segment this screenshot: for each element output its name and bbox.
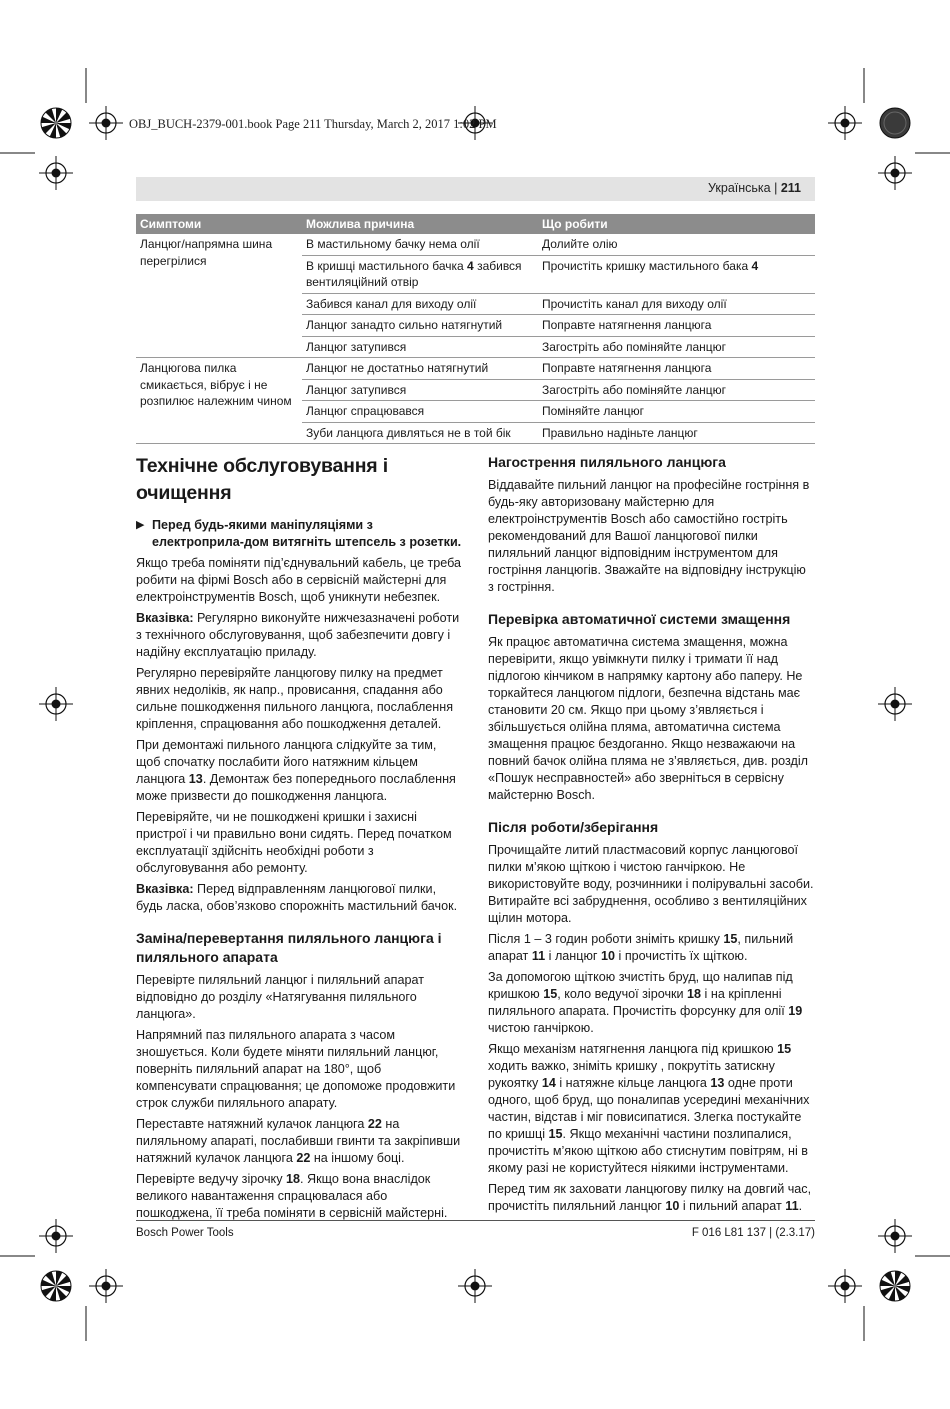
- action-text: Прочистіть кришку мастильного бака: [542, 258, 752, 273]
- page-header: Українська | 211: [708, 181, 801, 195]
- paragraph: [488, 1181, 815, 1215]
- paragraph: Віддавайте пильний ланцюг на професійне гостріння в будь-яку авторизовану майстерню для електроінструментів Bosch або самостійно гостріть рекомендований для Вашої ланцюгової пилки пиляльний ланцюг відповідним інструментом для гостріння ланцюгів. Зважайте на відповідну інструкцію з гостріння.: [488, 478, 810, 594]
- text: , пильний апарат: [488, 932, 794, 963]
- subsection-title: Заміна/перевертання пиляльного ланцюга і пиляльного апарата: [136, 930, 442, 965]
- part-number: 15: [723, 932, 738, 946]
- note-paragraph: [136, 881, 462, 915]
- right-column: [488, 453, 815, 1219]
- cause-cell: Забився канал для виходу олії: [302, 293, 538, 315]
- play-arrow-icon: ▶: [136, 519, 145, 531]
- text: і ланцюг: [545, 949, 602, 963]
- paragraph: [488, 969, 815, 1037]
- action-cell: Загостріть або поміняйте ланцюг: [538, 336, 815, 358]
- subsection-title: Після роботи/зберігання: [488, 819, 659, 835]
- action-cell: Загостріть або поміняйте ланцюг: [538, 379, 815, 401]
- page-number: 211: [780, 181, 801, 195]
- text: ходить важко, зніміть кришку , покрутіть затискну рукоятку: [488, 1059, 775, 1090]
- paragraph: Як працює автоматична система змащення, можна перевірити, якщо увімкнути пилку і тримати її над підлогою кінчиком в напрямку картону або паперу. Не торкайтеся ланцюгом підлоги, безпечна відстань має становити 20 см. Якщо при цьому з’являється і збільшується олійна пляма, автоматична система змащення працює бездоганно. Якщо незважаючи на повний бачок олійна пляма не з’являється, див. розділ «Пошук несправностей» або зверніться в сервісну майстерню Bosch.: [488, 635, 808, 802]
- part-number: 10: [601, 949, 616, 963]
- text: Після 1 – 3 годин роботи зніміть кришку: [488, 932, 724, 946]
- paragraph: Прочищайте литий пластмасовий корпус ланцюгової пилки м’якою щіткою і чистою ганчіркою. Не використовуйте воду, розчинники і полірувальні засоби. Витирайте всі забруднення, особливо з вентиляційних щілин мотора.: [488, 843, 814, 925]
- paragraph: Напрямний паз пиляльного апарата з часом зношується. Коли будете міняти пиляльний ланцюг, поверніть пиляльний апарат на 180°, щоб компенсувати спрацювання; це допоможе продовжити строк служби пиляльного апарату.: [136, 1028, 456, 1110]
- language-label: Українська: [708, 181, 771, 195]
- cause-cell: Ланцюг спрацювався: [302, 401, 538, 423]
- text: і натяжне кільце ланцюга: [555, 1076, 711, 1090]
- paragraph: [488, 931, 815, 965]
- cause-cell: Ланцюг затупився: [302, 379, 538, 401]
- page-footer: [136, 1220, 815, 1239]
- part-number: 4: [751, 258, 759, 273]
- note-text: Регулярно виконуйте нижчезазначені роботи з технічного обслуговування, щоб забезпечити довгу і надійну експлуатацію приладу.: [136, 611, 460, 659]
- subsection-title: Нагострення пиляльного ланцюга: [488, 454, 726, 470]
- part-number: 15: [543, 987, 558, 1001]
- text: і прочистіть їх щіткою.: [615, 949, 748, 963]
- part-number: 11: [785, 1199, 799, 1213]
- text: За допомогою щіткою зчистіть бруд, що налипав під кришкою: [488, 970, 793, 1001]
- col-header-action: Що робити: [538, 214, 815, 234]
- note-paragraph: [136, 610, 462, 661]
- text: . Якщо вона внаслідок великого навантаження спрацювалася або пошкоджена, її треба поміняти в сервісній майстерні.: [136, 1172, 448, 1220]
- text: , коло ведучої зірочки: [557, 987, 688, 1001]
- table-header-row: [136, 214, 815, 234]
- part-number: 15: [777, 1042, 792, 1056]
- footer-publisher: Bosch Power Tools: [136, 1227, 234, 1239]
- text: . Демонтаж без попереднього послаблення може призвести до пошкодження ланцюга.: [136, 772, 456, 803]
- part-number: 22: [367, 1117, 382, 1131]
- part-number: 4: [467, 258, 474, 273]
- part-number: 18: [286, 1172, 301, 1186]
- cause-text: В кришці мастильного бачка: [306, 258, 468, 273]
- section-title: Технічне обслуговування і очищення: [136, 455, 388, 504]
- left-column: [136, 453, 462, 1226]
- symptom-cell: Ланцюгова пилка смикається, вібрує і не розпилює належним чином: [136, 358, 302, 444]
- paragraph: Перевірте пиляльний ланцюг і пиляльний апарат відповідно до розділу «Натягування пиляльного ланцюга».: [136, 973, 425, 1021]
- symptom-cell: Ланцюг/напрямна шина перегрілися: [136, 234, 302, 358]
- cause-cell: Ланцюг затупився: [302, 336, 538, 358]
- page-header-band: [136, 177, 815, 201]
- warning-text: Перед будь-якими маніпуляціями з електроприла-дом витягніть штепсель з розетки.: [152, 518, 462, 549]
- paragraph: [488, 1041, 815, 1177]
- note-label: Вказівка:: [136, 611, 194, 625]
- safety-warning: [136, 517, 462, 551]
- part-number: 22: [296, 1151, 311, 1165]
- action-cell: Прочистіть канал для виходу олії: [538, 293, 815, 315]
- subsection-title: Перевірка автоматичної системи змащення: [488, 611, 791, 627]
- action-cell: Правильно надіньте ланцюг: [538, 422, 815, 444]
- text: чистою ганчіркою.: [488, 1021, 594, 1035]
- cause-cell: Ланцюг занадто сильно натягнутий: [302, 315, 538, 337]
- cause-cell: В мастильному бачку нема олії: [302, 234, 538, 255]
- text: . Якщо механічні частини позлипалися, прочистіть м’якою щіткою або стиснутим повітрям, ні в якому разі не користуйтеся ніякими інструментами.: [488, 1127, 808, 1175]
- text: Переставте натяжний кулачок ланцюга: [136, 1117, 368, 1131]
- action-cell: Поправте натягнення ланцюга: [538, 315, 815, 337]
- table-row: [136, 234, 815, 255]
- paragraph: Якщо треба поміняти під’єднувальний кабель, це треба робити на фірмі Bosch або в сервісній майстерні для електроінструментів Bosch, щоб уникнути небезпек.: [136, 556, 462, 604]
- part-number: 19: [788, 1004, 803, 1018]
- troubleshooting-table: [136, 214, 815, 444]
- cause-cell: Зуби ланцюга дивляться не в той бік: [302, 422, 538, 444]
- paragraph: [136, 1116, 462, 1167]
- col-header-symptoms: Симптоми: [136, 214, 302, 234]
- paragraph: [136, 1171, 462, 1222]
- note-label: Вказівка:: [136, 882, 194, 896]
- text: Якщо механізм натягнення ланцюга під кришкою: [488, 1042, 778, 1056]
- cause-cell: Ланцюг не достатньо натягнутий: [302, 358, 538, 380]
- action-cell: Поправте натягнення ланцюга: [538, 358, 815, 380]
- paragraph: Перевіряйте, чи не пошкоджені кришки і захисні пристрої і чи правильно вони сидять. Перед початком експлуатації здійсніть необхідні роботи з обслуговування або ремонту.: [136, 810, 452, 875]
- action-cell: Поміняйте ланцюг: [538, 401, 815, 423]
- paragraph: [136, 737, 462, 805]
- action-cell: Долийте олію: [538, 234, 815, 255]
- part-number: 14: [541, 1076, 556, 1090]
- action-cell: [538, 255, 815, 293]
- text: і на кріпленні пиляльного апарата. Прочистіть форсунку для олії: [488, 987, 789, 1018]
- footer-doc-code: F 016 L81 137 | (2.3.17): [691, 1227, 815, 1239]
- text: .: [798, 1199, 803, 1213]
- table-row: [136, 358, 815, 380]
- text: на пиляльному апараті, послабивши гвинти та закріпивши натяжний кулачок ланцюга: [136, 1117, 461, 1165]
- col-header-cause: Можлива причина: [302, 214, 538, 234]
- text: При демонтажі пильного ланцюга слідкуйте за тим, щоб спочатку послабити його натяжним кільцем ланцюга: [136, 738, 437, 786]
- part-number: 13: [188, 772, 203, 786]
- paragraph: Регулярно перевіряйте ланцюгову пилку на предмет явних недоліків, як напр., провисання, спадання або сильне пошкодження пильного ланцюга, послаблення кріплення, спрацювання або пошкодження деталей.: [136, 666, 454, 731]
- note-text: Перед відправленням ланцюгової пилки, будь ласка, обов’язково спорожніть мастильний бачок.: [136, 882, 458, 913]
- part-number: 10: [665, 1199, 680, 1213]
- cause-cell: [302, 255, 538, 293]
- text: і пильний апарат: [679, 1199, 786, 1213]
- text: на іншому боці.: [310, 1151, 405, 1165]
- text: Перед тим як заховати ланцюгову пилку на довгий час, прочистіть пиляльний ланцюг: [488, 1182, 812, 1213]
- part-number: 15: [548, 1127, 563, 1141]
- part-number: 13: [710, 1076, 725, 1090]
- print-job-header: OBJ_BUCH-2379-001.book Page 211 Thursday, March 2, 2017 1:02 PM: [129, 117, 497, 131]
- text: Перевірте ведучу зірочку: [136, 1172, 286, 1186]
- part-number: 18: [687, 987, 702, 1001]
- text: одне проти одного, щоб бруд, що поналипав усередині механічних частин, відстав і міг повисипатися. Злегка постукайте по кришці: [488, 1076, 810, 1141]
- part-number: 11: [531, 949, 546, 963]
- cause-text: забився вентиляційний отвір: [306, 258, 522, 289]
